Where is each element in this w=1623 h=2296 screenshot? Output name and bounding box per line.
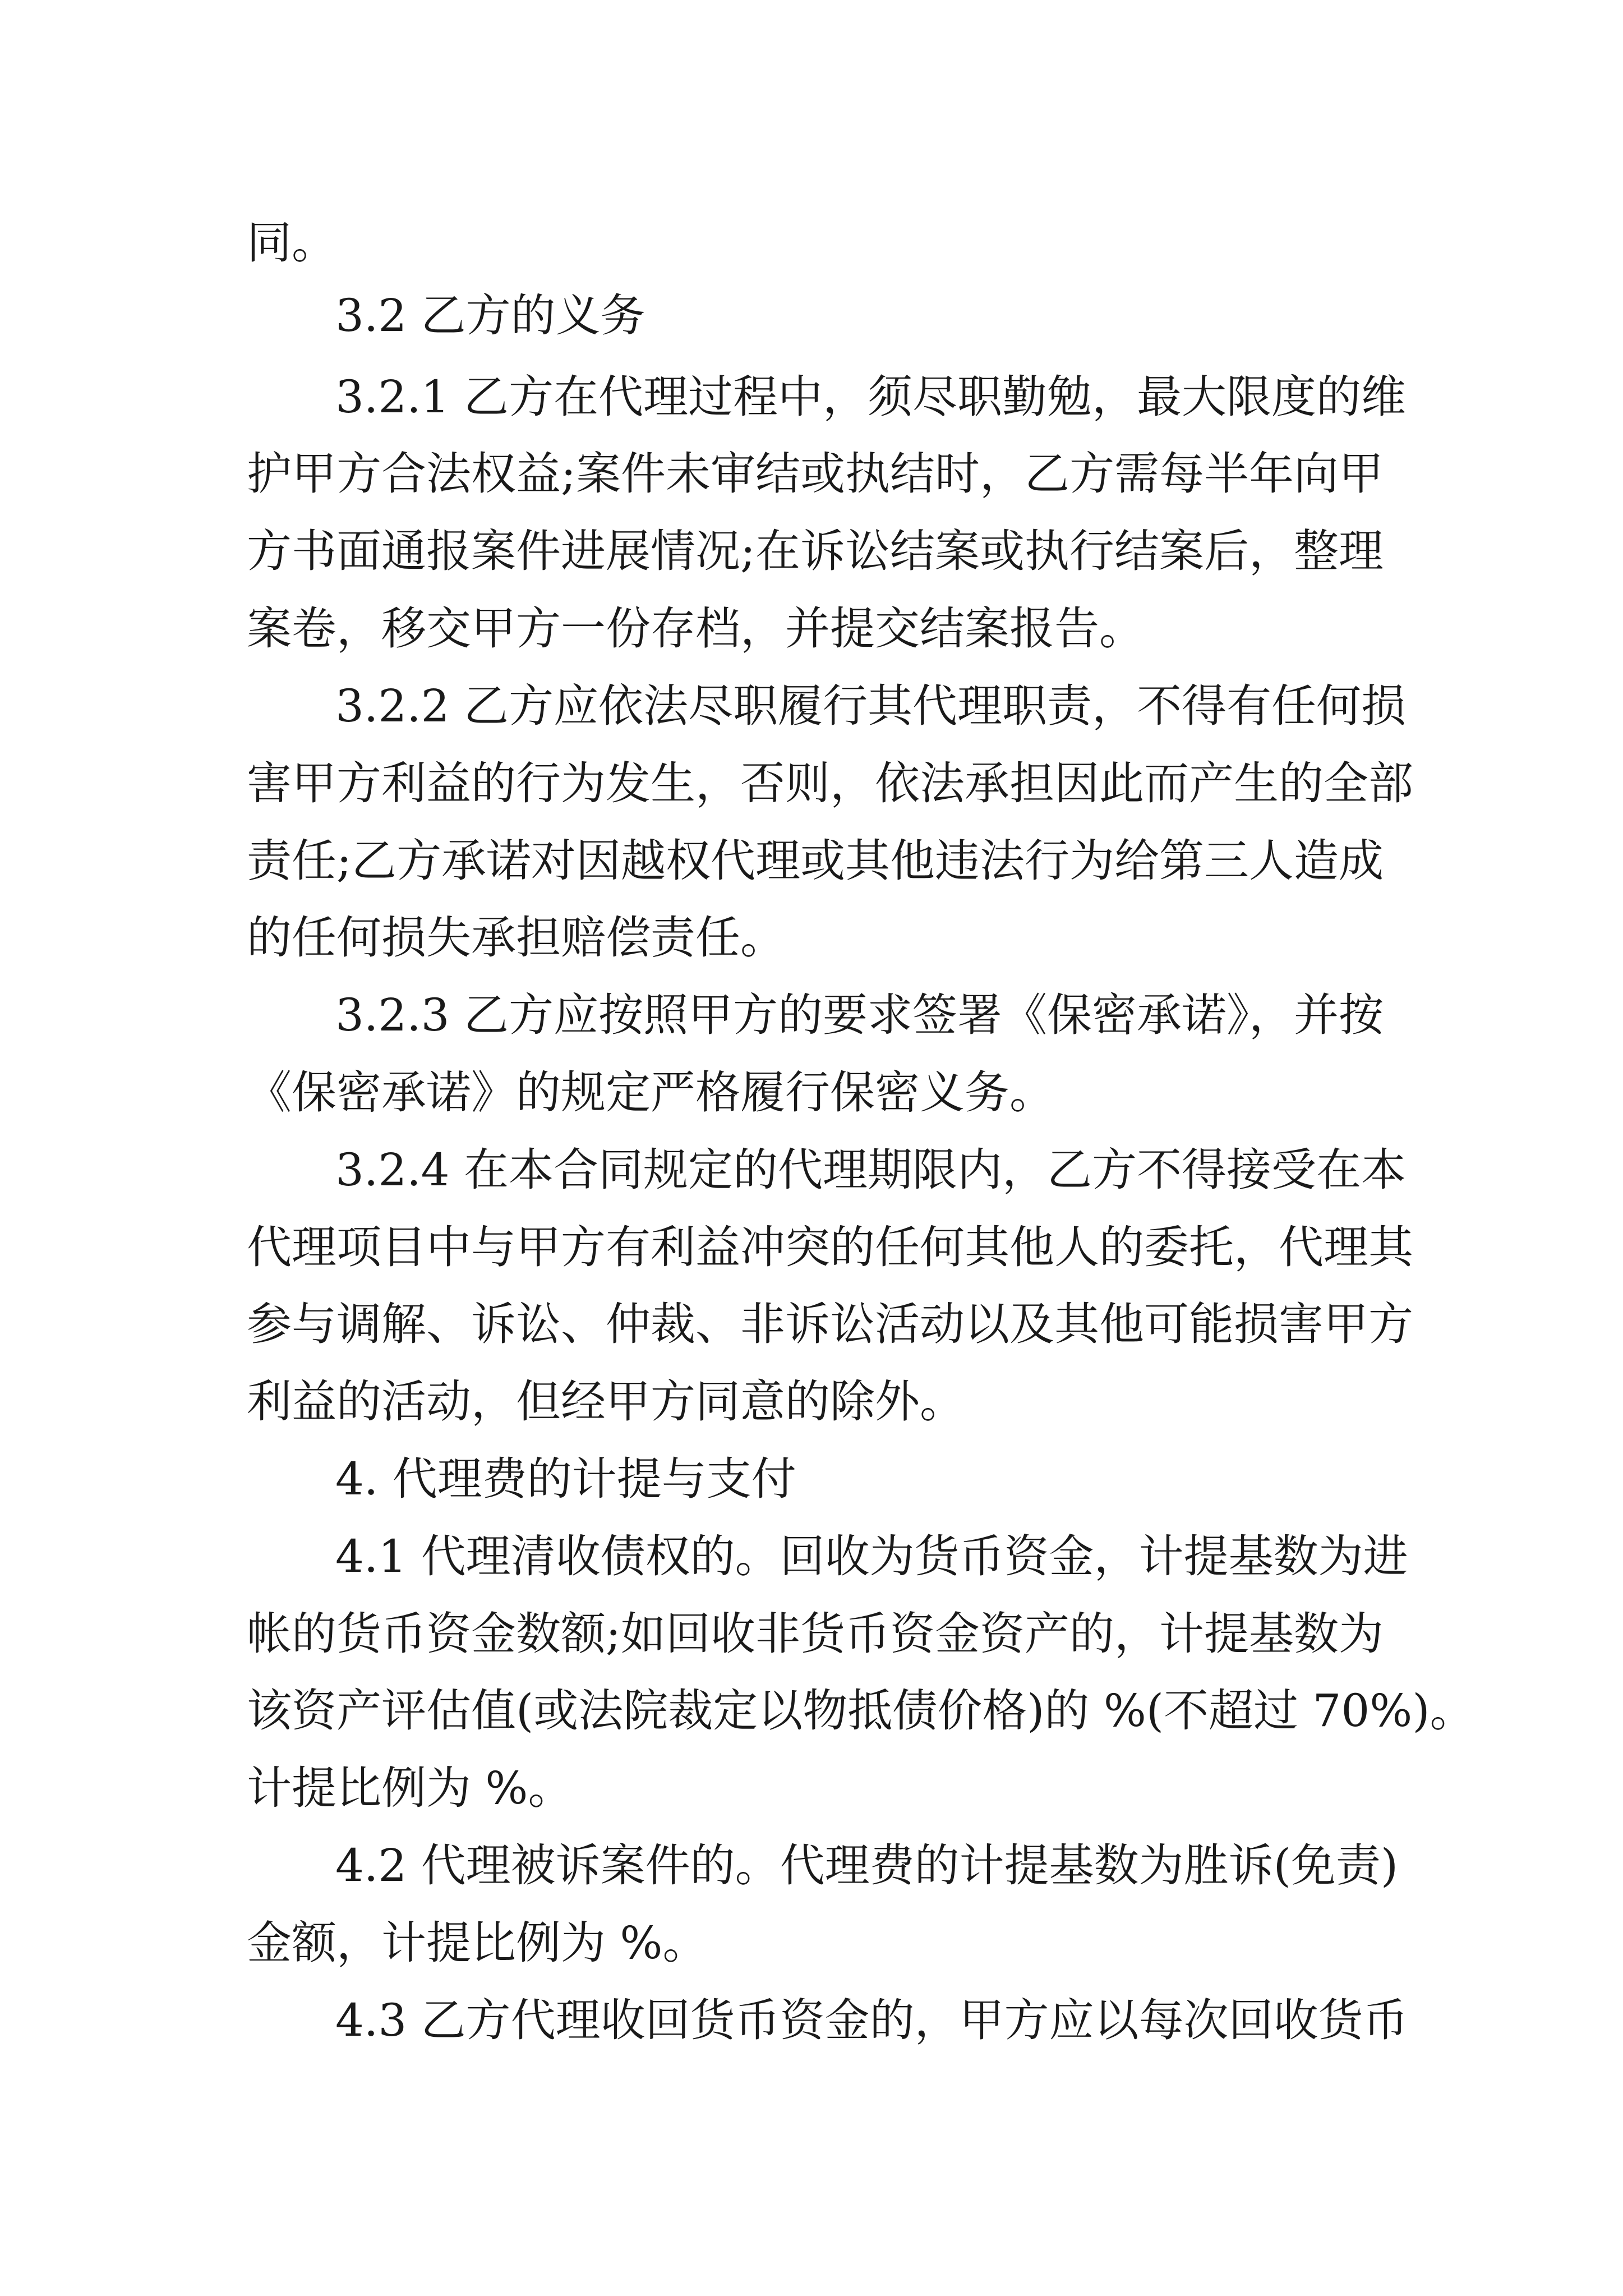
section-heading: 4. 代理费的计提与支付 [335,1453,796,1505]
text-line: 3.2.1 乙方在代理过程中，须尽职勤勉，最大限度的维 [335,371,1406,423]
text-line: 害甲方利益的行为发生，否则，依法承担因此而产生的全部 [247,757,1413,809]
text-line: 案卷，移交甲方一份存档，并提交结案报告。 [247,602,1144,655]
section-heading: 3.2 乙方的义务 [335,289,645,342]
text-line: 的任何损失承担赔偿责任。 [247,912,785,964]
text-line: 《保密承诺》的规定严格履行保密义务。 [247,1066,1054,1119]
text-line: 4.1 代理清收债权的。回收为货币资金，计提基数为进 [335,1530,1408,1582]
text-line: 利益的活动，但经甲方同意的除外。 [247,1375,965,1428]
text-line: 方书面通报案件进展情况;在诉讼结案或执行结案后，整理 [247,525,1384,577]
text-line: 代理项目中与甲方有利益冲突的任何其他人的委托，代理其 [247,1221,1413,1273]
text-line: 4.3 乙方代理收回货币资金的，甲方应以每次回收货币 [335,1994,1408,2046]
text-line: 3.2.2 乙方应依法尽职履行其代理职责，不得有任何损 [335,680,1406,732]
text-line: 帐的货币资金数额;如回收非货币资金资产的，计提基数为 [247,1608,1384,1660]
text-line: 金额，计提比例为 %。 [247,1917,708,1969]
text-line: 3.2.4 在本合同规定的代理期限内，乙方不得接受在本 [335,1144,1406,1196]
text-line: 同。 [247,217,336,269]
text-line: 4.2 代理被诉案件的。代理费的计提基数为胜诉(免责) [335,1839,1399,1892]
text-line: 计提比例为 %。 [247,1762,573,1814]
text-line: 3.2.3 乙方应按照甲方的要求签署《保密承诺》，并按 [335,989,1384,1041]
text-line: 责任;乙方承诺对因越权代理或其他违法行为给第三人造成 [247,835,1384,887]
text-line: 护甲方合法权益;案件未审结或执结时，乙方需每半年向甲 [247,448,1384,500]
text-line: 参与调解、诉讼、仲裁、非诉讼活动以及其他可能损害甲方 [247,1298,1413,1350]
text-line: 该资产评估值(或法院裁定以物抵债价格)的 %(不超过 70%)。 [247,1685,1475,1737]
